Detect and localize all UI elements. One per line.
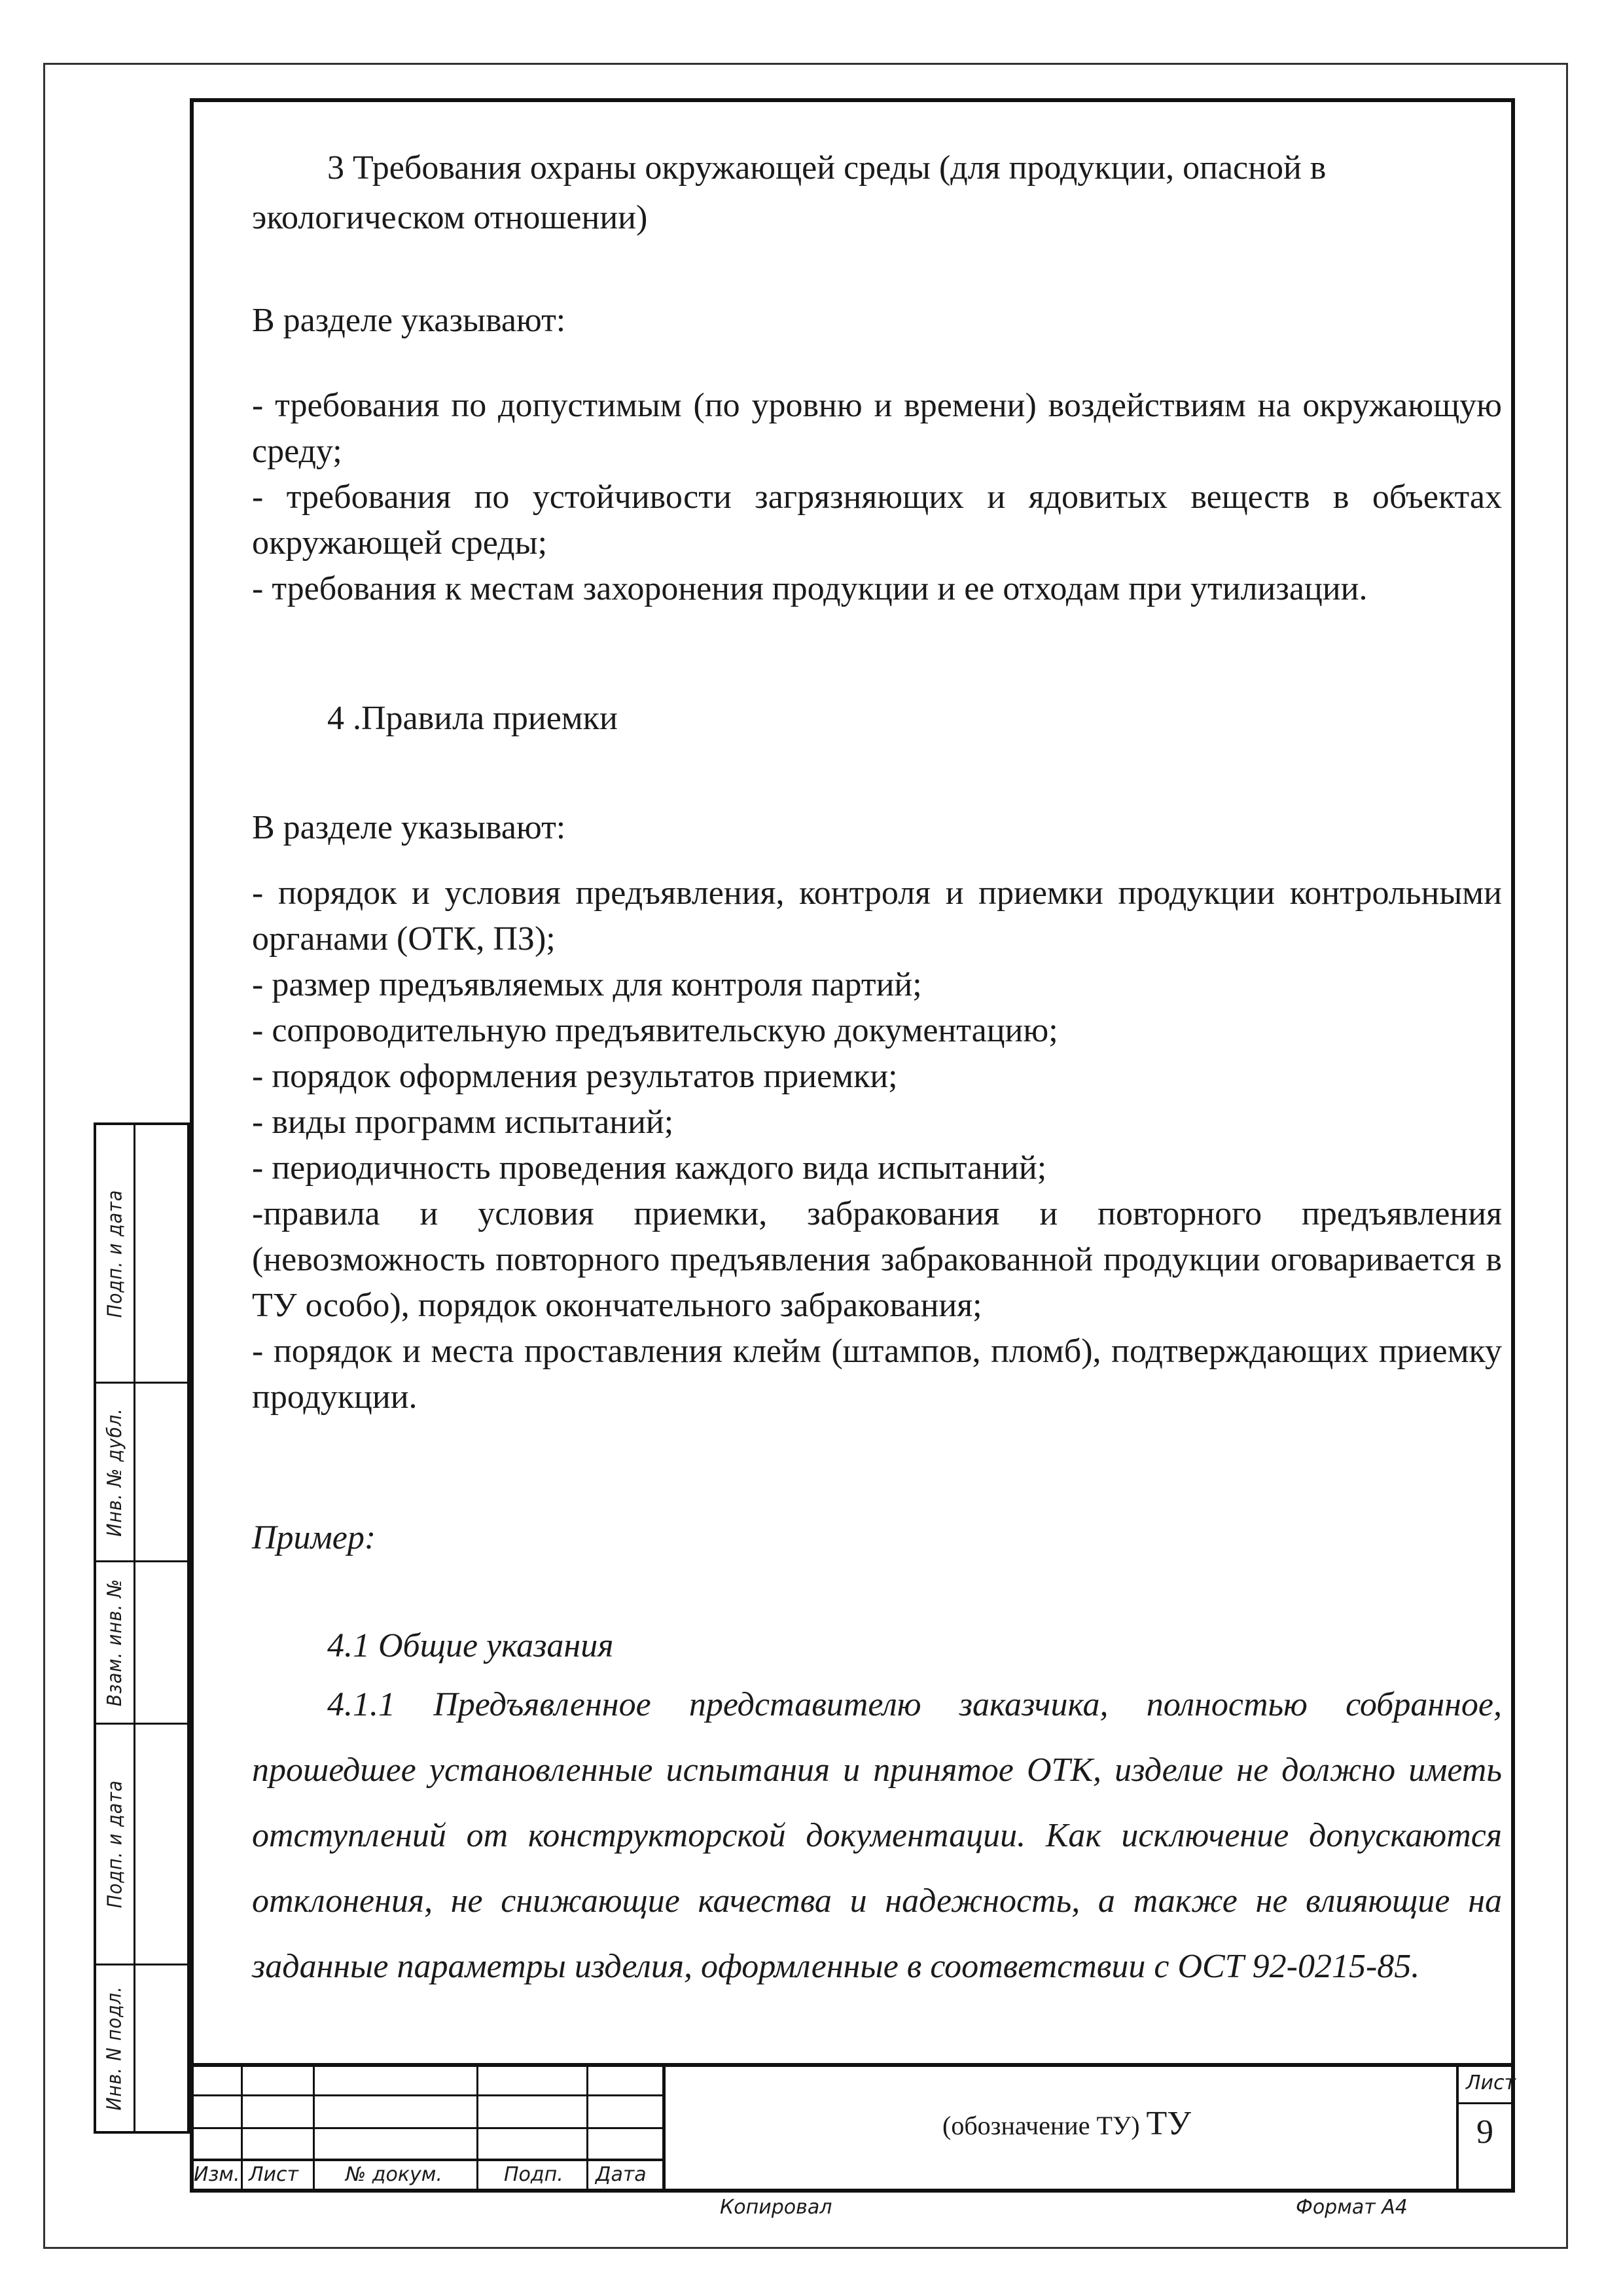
- tb-podp: Подп.: [504, 2163, 563, 2186]
- sheet-number: 9: [1476, 2113, 1493, 2151]
- example-label: Пример:: [252, 1519, 376, 1556]
- section4-intro: В разделе указывают:: [252, 809, 566, 846]
- example-paragraph: [252, 1672, 1502, 2000]
- example-subheading: 4.1 Общие указания: [327, 1627, 614, 1664]
- example-paragraph-text: 4.1.1 Предъявленное представителю заказчика, полностью собранное, прошедшее установленные испытания и принятое ОТК, изделие не должно иметь отступлений от конструкторской документации. Как исключение допускаются отклонения, не снижающие качества и надежность, а также не влияющие на заданные параметры изделия, оформленные в соответствии с ОСТ 92-0215-85.: [252, 1686, 1502, 1985]
- footer-format: Формат А4: [1296, 2196, 1408, 2219]
- tb-data: Дата: [596, 2163, 647, 2186]
- tb-list: Лист: [249, 2163, 299, 2186]
- tb-sheet-label: Лист: [1466, 2072, 1516, 2094]
- stamp-podp-data-top: Подп. и дата: [96, 1125, 135, 1382]
- stamp-inv-podl: Инв. N подл.: [96, 1965, 135, 2131]
- section3-heading-line1: 3 Требования охраны окружающей среды (для продукции, опасной в: [327, 149, 1327, 187]
- left-stamp: [94, 1122, 190, 2134]
- designation: (обозначение ТУ) ТУ: [942, 2105, 1192, 2142]
- section3-intro: В разделе указывают:: [252, 302, 566, 339]
- tb-izm: Изм.: [194, 2163, 240, 2186]
- stamp-vzam-inv: Взам. инв. №: [96, 1562, 135, 1723]
- tb-n-dokum: № докум.: [346, 2163, 442, 2186]
- stamp-inv-dubl: Инв. № дубл.: [96, 1384, 135, 1560]
- section3-items: - требования по допустимым (по уровню и времени) воздействиям на окружающую среду; - требования по устойчивости загрязняющих и ядовитых веществ в объектах окружающей среды; - требования к местам захоронения продукции и ее отходам при утилизации.: [252, 387, 1502, 607]
- section4-heading: 4 .Правила приемки: [327, 700, 618, 737]
- section3-heading-line2: экологическом отношении): [252, 199, 648, 236]
- section4-items: - порядок и условия предъявления, контроля и приемки продукции контрольными органами (ОТК, ПЗ); - размер предъявляемых для контроля партий; - сопроводительную предъявительскую документацию; - порядок оформления результатов приемки; - виды программ испытаний; - периодичность проведения каждого вида испытаний; -правила и условия приемки, забракования и повторного предъявления (невозможность повторного предъявления забракованной продукции оговаривается в ТУ особо), порядок окончательного забракования; - порядок и места проставления клейм (штампов, пломб), подтверждающих приемку продукции.: [252, 874, 1502, 1416]
- footer-copied: Копировал: [720, 2196, 832, 2219]
- stamp-podp-data-bottom: Подп. и дата: [96, 1725, 135, 1964]
